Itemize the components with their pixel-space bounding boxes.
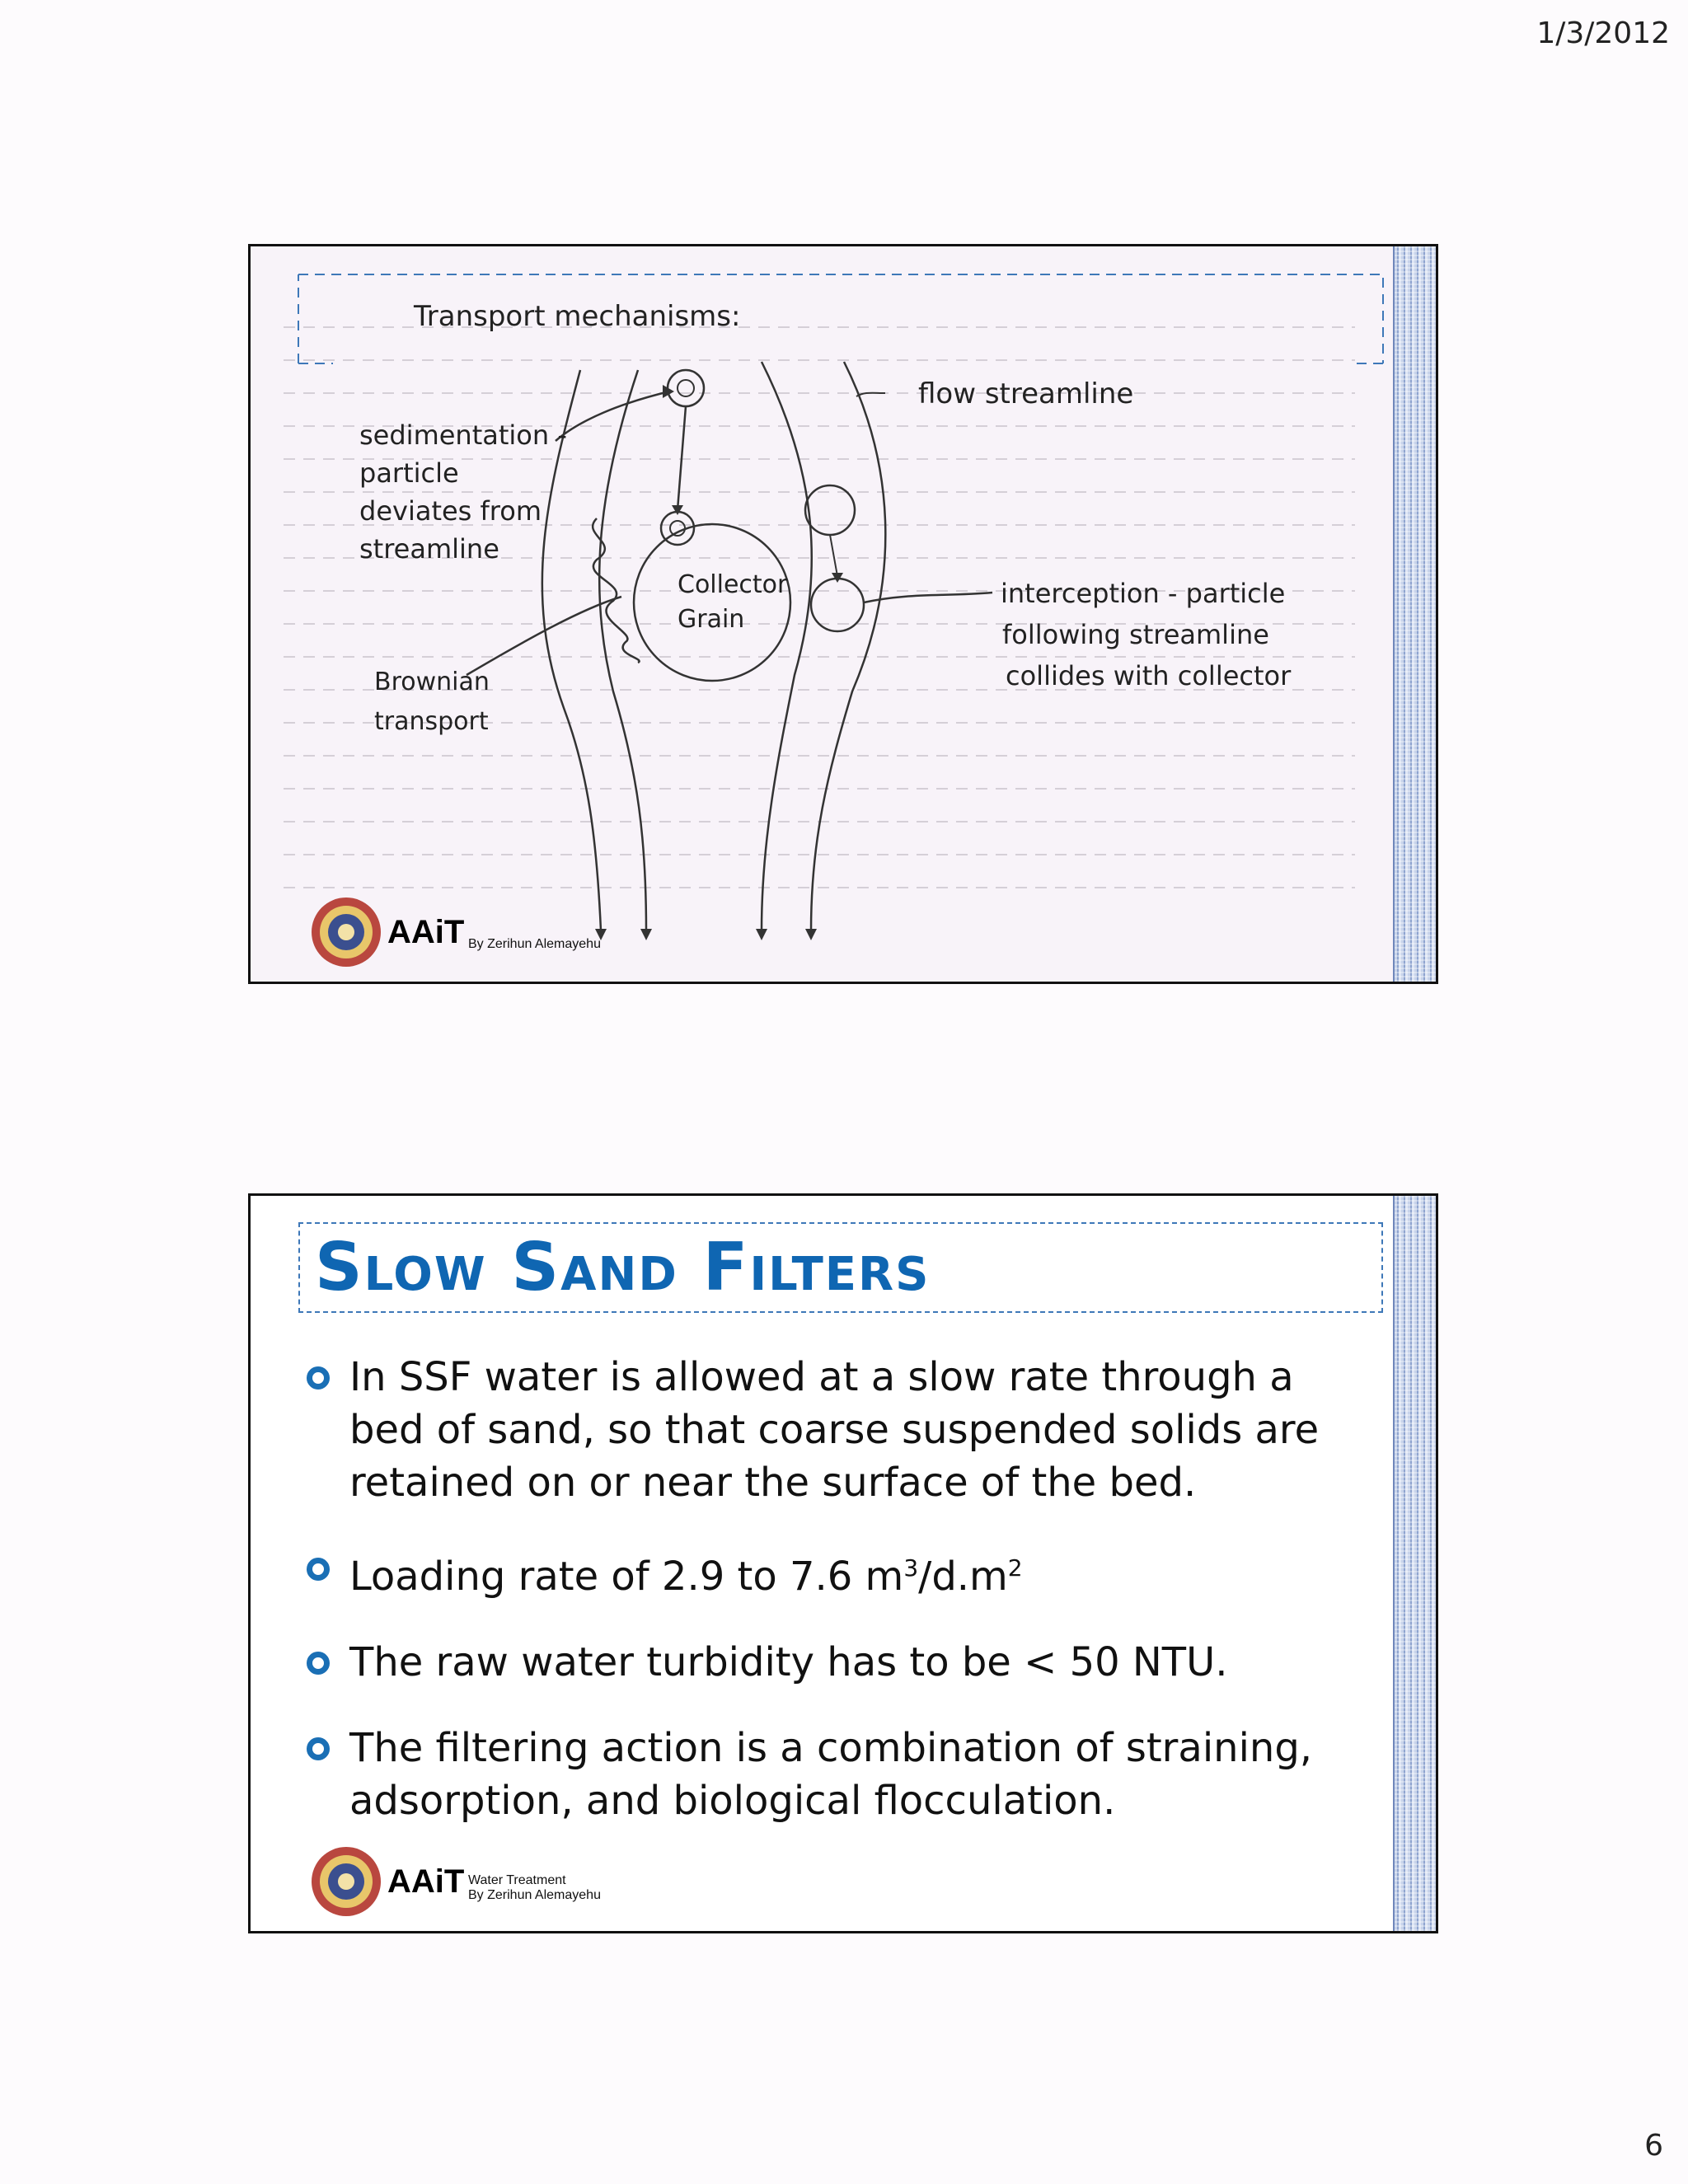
footer-aait-logo-text: AAiT xyxy=(387,1863,465,1900)
footer-course: Water Treatment xyxy=(468,1873,566,1887)
loading-rate-text: Loading rate of 2.9 to 7.6 $m^3/d.m^2$ xyxy=(349,1554,1023,1600)
footer-lines xyxy=(468,1873,601,1903)
bullet-item xyxy=(303,1636,1375,1689)
brownian-label-line-2: transport xyxy=(374,707,489,736)
slide-slow-sand-filters xyxy=(248,1193,1438,1933)
interception-label-line-2: following streamline xyxy=(1002,619,1269,650)
collector-label-line-1: Collector xyxy=(678,570,788,599)
bullet-text: The raw water turbidity has to be < 50 NTU. xyxy=(349,1639,1228,1685)
bullet-ring-icon xyxy=(307,1737,330,1760)
bullet-text: In SSF water is allowed at a slow rate through a bed of sand, so that coarse suspended solids are retained on or near the surface of the bed. xyxy=(349,1354,1320,1506)
sedimentation-label-line-2: particle xyxy=(359,457,459,489)
bullet-text: The filtering action is a combination of straining, adsorption, and biological flocculation. xyxy=(349,1725,1313,1824)
slide-title-box xyxy=(298,1222,1383,1313)
slide-side-strip xyxy=(1393,1196,1436,1931)
bullet-item xyxy=(303,1542,1375,1603)
flow-streamline-label: flow streamline xyxy=(918,377,1134,410)
footer-aait-logo-text: AAiT xyxy=(387,914,465,950)
bullet-item xyxy=(303,1722,1375,1827)
university-seal-logo xyxy=(310,896,382,968)
sedimentation-label-line-3: deviates from xyxy=(359,495,542,527)
bullet-list xyxy=(303,1351,1375,1860)
sketch-title: Transport mechanisms: xyxy=(414,300,741,333)
brownian-label-line-1: Brownian xyxy=(374,668,490,696)
page-number: 6 xyxy=(1644,2129,1663,2163)
slide-title: Slow Sand Filters xyxy=(315,1229,931,1305)
page-date: 1/3/2012 xyxy=(1536,16,1670,50)
sedimentation-label-line-4: streamline xyxy=(359,533,499,565)
university-seal-logo xyxy=(310,1845,382,1918)
footer-author: By Zerihun Alemayehu xyxy=(468,937,601,951)
slide-side-strip xyxy=(1393,246,1436,982)
slide-transport-mechanisms xyxy=(248,244,1438,984)
transport-mechanisms-sketch xyxy=(251,246,1396,982)
bullet-ring-icon xyxy=(307,1652,330,1675)
bullet-ring-icon xyxy=(307,1558,330,1581)
sedimentation-label-line-1: sedimentation - xyxy=(359,419,567,451)
footer-author: By Zerihun Alemayehu xyxy=(468,1888,601,1902)
interception-label-line-1: interception - particle xyxy=(1001,578,1286,609)
bullet-ring-icon xyxy=(307,1366,330,1390)
collector-label-line-2: Grain xyxy=(678,605,745,634)
footer-lines xyxy=(468,937,601,952)
bullet-item xyxy=(303,1351,1375,1509)
interception-label-line-3: collides with collector xyxy=(1006,660,1292,691)
